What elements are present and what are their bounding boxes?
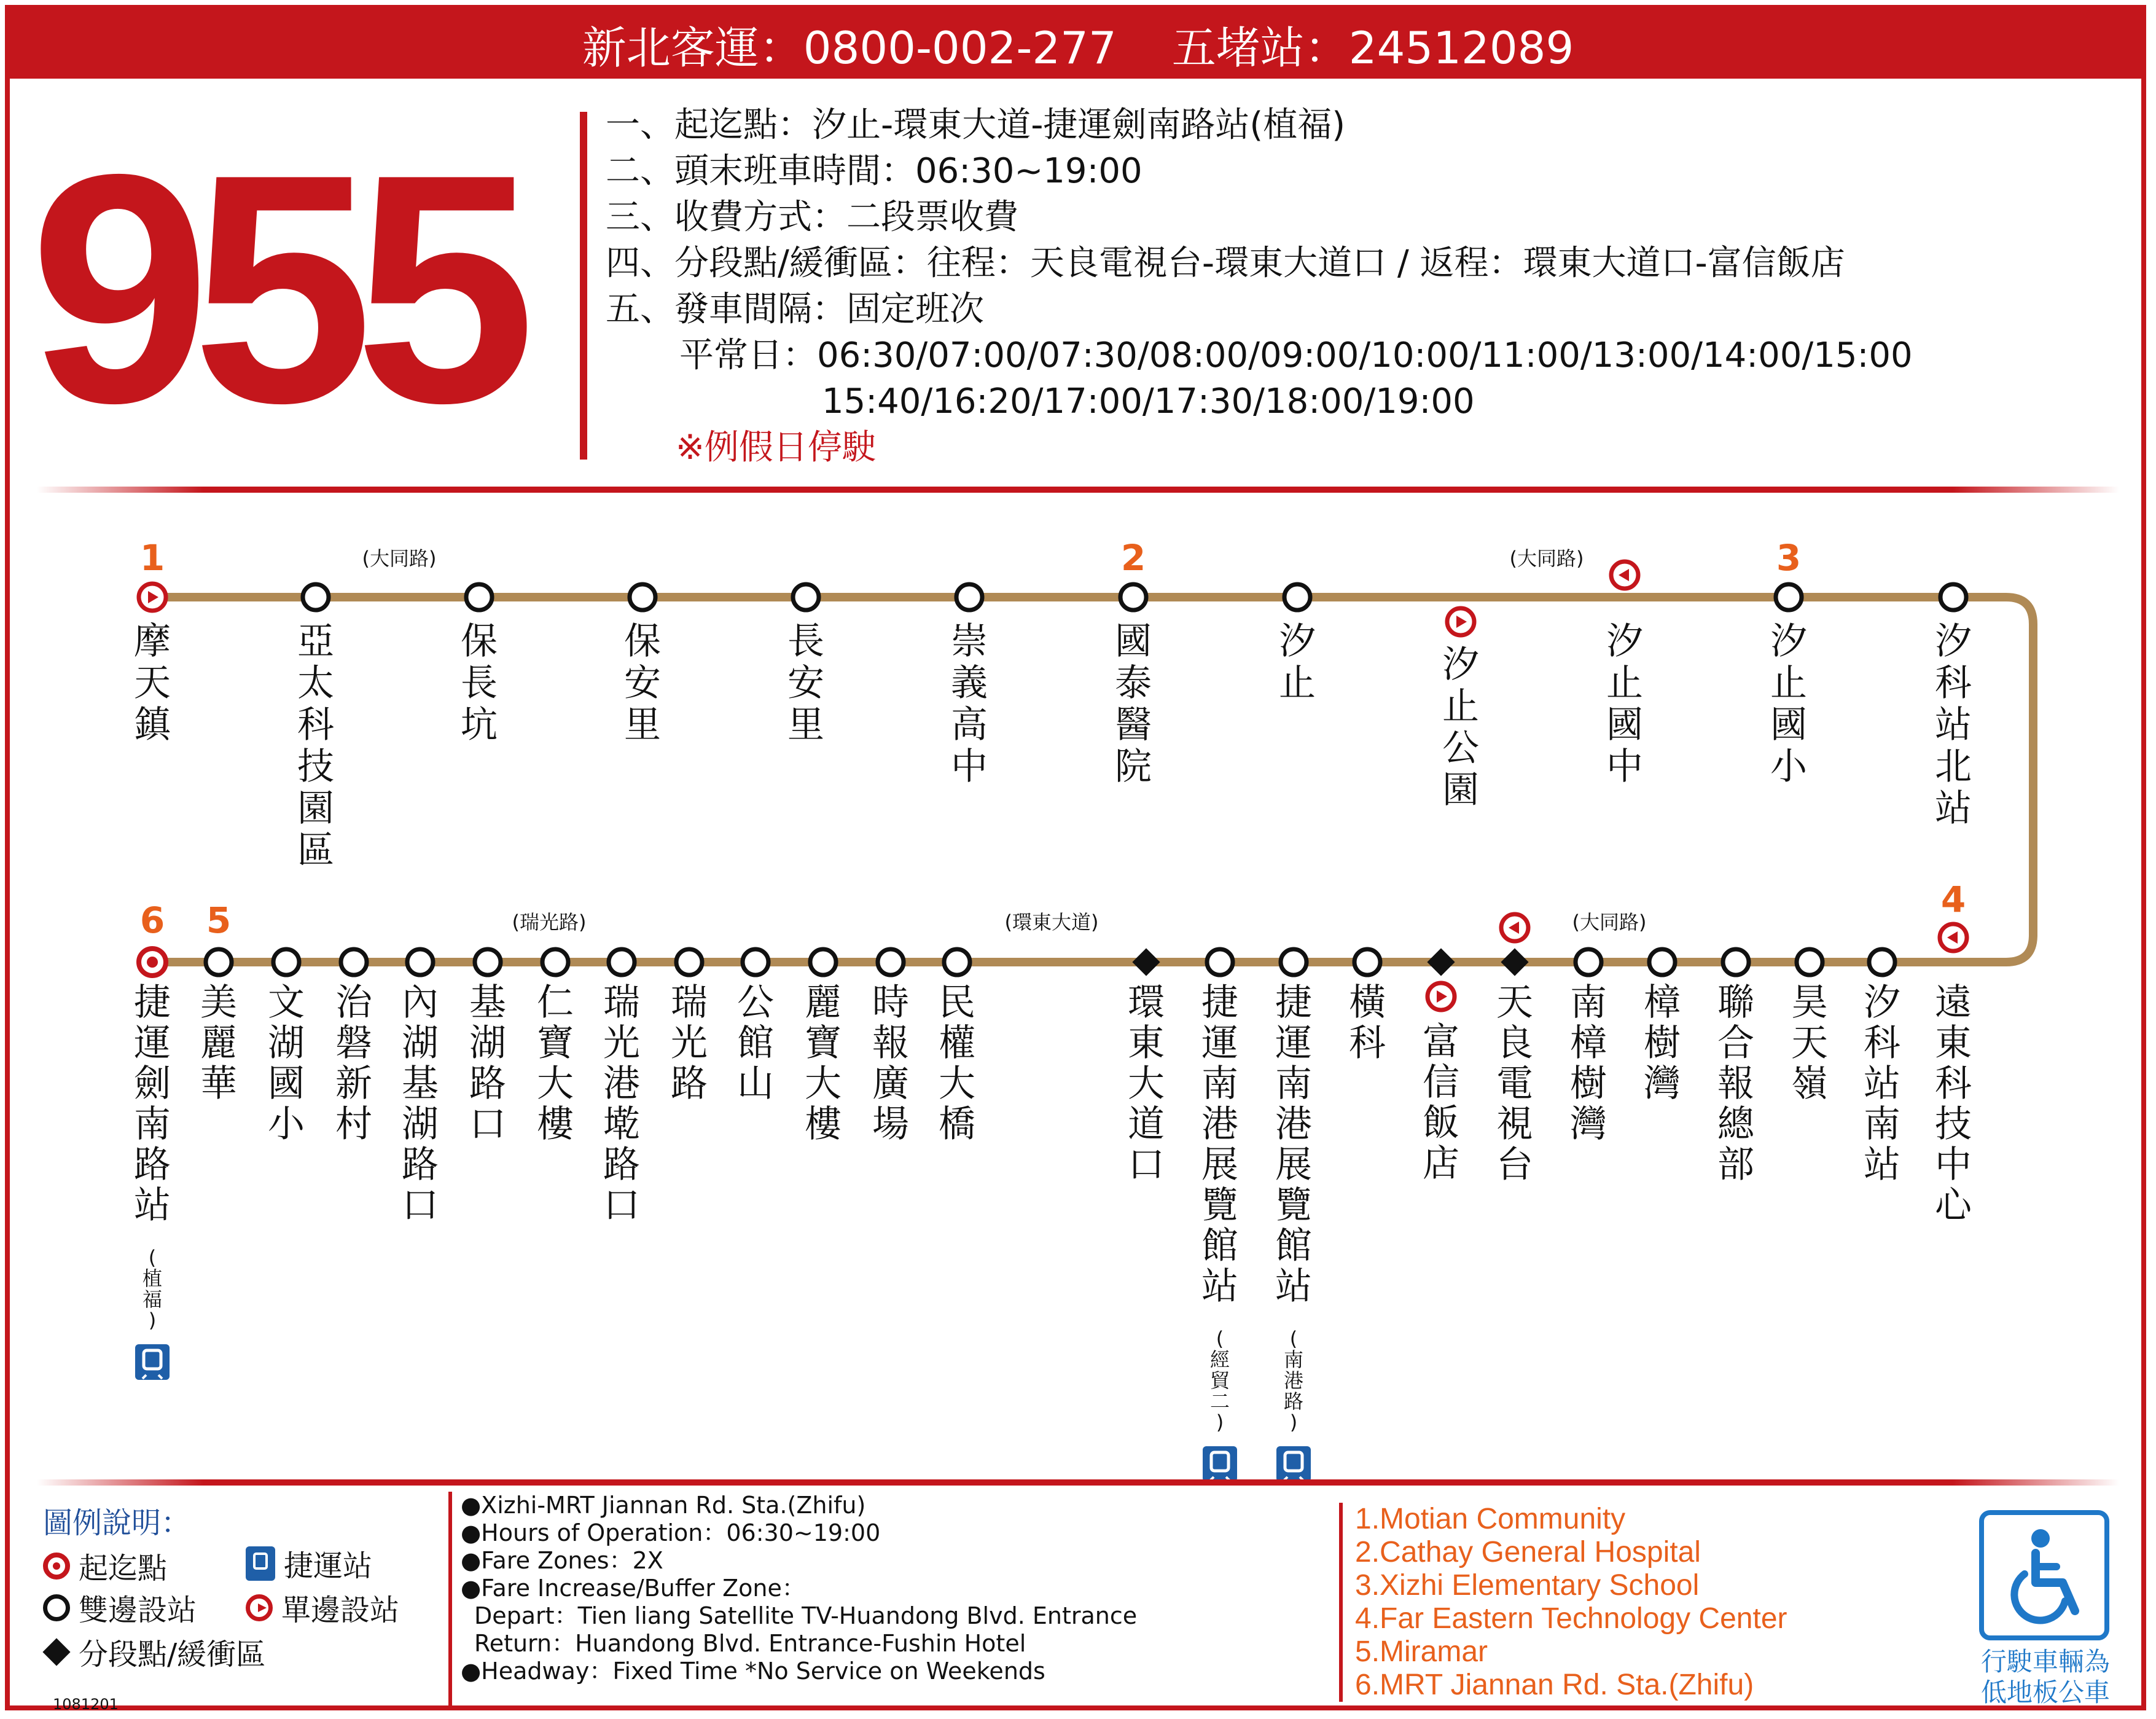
low-floor-label-2: 低地板公車 <box>1980 1677 2110 1707</box>
en-stop-2: 2.Cathay General Hospital <box>1355 1536 1701 1568</box>
stop-top-6-label: 國泰醫院 <box>1115 620 1152 788</box>
stop-bottom-8-marker <box>676 949 702 975</box>
stop-bottom-13-marker <box>1132 948 1160 976</box>
mrt-icon <box>246 1546 275 1581</box>
stop-top-1-marker <box>303 584 329 610</box>
en-stop-4: 4.Far Eastern Technology Center <box>1355 1602 1787 1635</box>
wheelchair-icon <box>1979 1510 2109 1640</box>
stop-bottom-14-label: 捷運南港展覽館站 <box>1201 981 1238 1308</box>
info-headway: 五、發車間隔：固定班次 <box>606 289 984 329</box>
fare-zone-diamond-icon <box>42 1638 70 1666</box>
holiday-note: ※例假日停駛 <box>676 428 877 468</box>
stop-top-9-marker <box>1611 562 1638 589</box>
stop-bottom-0-mrt-icon <box>135 1344 170 1380</box>
stop-bottom-2-marker <box>273 949 299 975</box>
stop-bottom-14-mrt-icon <box>1203 1446 1237 1482</box>
bottom-divider <box>37 1479 2119 1486</box>
stop-bottom-20-marker <box>1649 949 1675 975</box>
stop-bottom-5-label: 基湖路口 <box>469 981 506 1146</box>
stop-top-4-label: 長安里 <box>787 620 824 746</box>
stop-top-6-seq: 2 <box>1120 537 1146 579</box>
stop-top-10-marker <box>1776 584 1802 610</box>
info-fare-zones: 四、分段點/緩衝區：往程：天良電視台-環東大道口 / 返程：環東大道口-富信飯店 <box>606 243 1845 283</box>
info-hours: 二、頭末班車時間：06:30~19:00 <box>606 151 1142 191</box>
en-headway: ●Headway：Fixed Time *No Service on Weekends <box>461 1658 1045 1685</box>
en-fare-zones: ●Fare Zones：2X <box>461 1547 663 1574</box>
weekday-label: 平常日： <box>679 335 817 375</box>
english-stops-bar <box>1339 1503 1343 1702</box>
en-stop-3: 3.Xizhi Elementary School <box>1355 1569 1700 1602</box>
start-stop-icon <box>43 1553 70 1580</box>
stop-bottom-18-label: 天良電視台 <box>1496 981 1533 1186</box>
stop-bottom-10-marker <box>810 949 836 975</box>
stop-top-9-label: 汐止國中 <box>1606 620 1643 788</box>
stop-bottom-24-label: 遠東科技中心 <box>1935 981 1972 1227</box>
stop-bottom-4-label: 內湖基湖路口 <box>402 981 439 1227</box>
stop-bottom-12-marker <box>944 949 970 975</box>
low-floor-label-1: 行駛車輛為 <box>1980 1647 2110 1677</box>
legend-mrt <box>246 1542 372 1584</box>
stop-bottom-19-marker <box>1576 949 1601 975</box>
stop-bottom-1-marker <box>206 949 232 975</box>
en-stop-6: 6.MRT Jiannan Rd. Sta.(Zhifu) <box>1355 1669 1754 1701</box>
stop-top-3-marker <box>630 584 655 610</box>
stop-bottom-6-label: 仁寶大樓 <box>537 981 574 1146</box>
operator-phone: 新北客運：0800-002-277 <box>582 22 1117 74</box>
en-stop-5: 5.Miramar <box>1355 1635 1488 1668</box>
stop-bottom-24-seq: 4 <box>1940 879 1966 920</box>
stop-bottom-21-marker <box>1723 949 1749 975</box>
single-side-stop-icon <box>246 1594 273 1621</box>
english-stops <box>1355 1503 1908 1702</box>
weekday-times-1: 06:30/07:00/07:30/08:00/09:00/10:00/11:00/13:00/14:00/15:00 <box>817 335 1913 375</box>
legend-both-label: 雙邊設站 <box>79 1593 197 1627</box>
stop-bottom-0-seq: 6 <box>139 899 165 941</box>
stop-bottom-15-mrt-icon <box>1276 1446 1311 1482</box>
stop-top-2-marker <box>466 584 492 610</box>
stop-bottom-7-marker <box>609 949 635 975</box>
notice-code: 1081201 <box>53 1696 119 1713</box>
legend-zone <box>43 1631 265 1673</box>
en-hours: ●Hours of Operation：06:30~19:00 <box>461 1519 881 1546</box>
stop-bottom-19-label: 南樟樹灣 <box>1570 981 1607 1146</box>
legend-start-label: 起迄點 <box>79 1551 168 1586</box>
legend-single <box>246 1586 399 1629</box>
stop-top-7-marker <box>1284 584 1310 610</box>
stop-bottom-7-label: 瑞光港墘路口 <box>603 981 640 1227</box>
stop-top-8-marker <box>1447 608 1474 635</box>
stop-bottom-15-marker <box>1281 949 1306 975</box>
road-label-ruiguang: (瑞光路) <box>512 910 587 934</box>
route-number: 955 <box>29 107 518 471</box>
stop-top-8-label: 汐止公園 <box>1442 643 1479 812</box>
info-fare: 三、收費方式：二段票收費 <box>606 197 1018 237</box>
stop-bottom-20-label: 樟樹灣 <box>1644 981 1681 1105</box>
stop-bottom-12-label: 民權大橋 <box>939 981 975 1146</box>
info-endpoints: 一、起迄點：汐止-環東大道-捷運劍南路站(植福) <box>606 105 1346 145</box>
stop-bottom-18-marker <box>1501 948 1528 976</box>
legend-both <box>43 1586 197 1629</box>
stop-top-11-label: 汐科站北站 <box>1935 620 1972 830</box>
route-line <box>152 597 2033 962</box>
stop-top-5-marker <box>956 584 982 610</box>
stop-bottom-23-label: 汐科站南站 <box>1864 981 1900 1186</box>
stop-bottom-6-marker <box>542 949 568 975</box>
stop-bottom-1-seq: 5 <box>206 899 232 941</box>
station-phone: 五堵站：24512089 <box>1171 22 1574 74</box>
weekday-times-2: 15:40/16:20/17:00/17:30/18:00/19:00 <box>822 382 1475 421</box>
stop-bottom-10-label: 麗寶大樓 <box>805 981 842 1146</box>
stop-top-0-seq: 1 <box>139 537 165 579</box>
stop-bottom-0-label: 捷運劍南路站 <box>134 981 171 1227</box>
stop-bottom-3-marker <box>341 949 367 975</box>
stop-bottom-18-arrow <box>1501 914 1528 941</box>
stop-top-6-marker <box>1120 584 1146 610</box>
legend-start <box>43 1545 167 1587</box>
stop-top-7-label: 汐止 <box>1279 620 1316 705</box>
en-stop-1: 1.Motian Community <box>1355 1503 1626 1535</box>
road-label-huandong: (環東大道) <box>1004 910 1099 934</box>
stop-bottom-23-marker <box>1869 949 1895 975</box>
stop-top-10-label: 汐止國小 <box>1770 620 1807 788</box>
legend-single-label: 單邊設站 <box>281 1593 400 1627</box>
en-buffer-zone: ●Fare Increase/Buffer Zone： <box>461 1575 805 1602</box>
stop-bottom-22-label: 昊天嶺 <box>1791 981 1828 1105</box>
low-floor-bus-label <box>1966 1647 2125 1708</box>
stop-bottom-17-arrow <box>1428 983 1455 1010</box>
stop-bottom-17-marker <box>1427 948 1455 976</box>
english-info-bar <box>448 1492 452 1705</box>
stop-top-10-seq: 3 <box>1776 537 1802 579</box>
stop-top-0-marker <box>139 584 166 611</box>
stop-bottom-21-label: 聯合報總部 <box>1717 981 1754 1186</box>
legend-mrt-label: 捷運站 <box>284 1549 373 1583</box>
both-sides-stop-icon <box>43 1594 70 1621</box>
stop-top-1-label: 亞太科技園區 <box>297 620 334 872</box>
stop-bottom-11-marker <box>878 949 904 975</box>
stop-bottom-5-marker <box>475 949 501 975</box>
stop-bottom-13-label: 環東大道口 <box>1128 981 1165 1186</box>
stop-bottom-1-label: 美麗華 <box>200 981 237 1105</box>
stop-top-2-label: 保長坑 <box>461 620 498 746</box>
stop-top-0-label: 摩天鎮 <box>134 620 171 746</box>
stop-bottom-0-marker <box>139 949 166 976</box>
stop-bottom-11-label: 時報廣場 <box>872 981 909 1146</box>
stop-bottom-4-marker <box>407 949 433 975</box>
stop-bottom-22-marker <box>1797 949 1822 975</box>
stop-bottom-16-label: 橫科 <box>1349 981 1386 1065</box>
stop-bottom-15-label: 捷運南港展覽館站 <box>1275 981 1312 1308</box>
en-return: Return：Huandong Blvd. Entrance-Fushin Hotel <box>474 1630 1026 1657</box>
stop-bottom-17-label: 富信飯店 <box>1423 1020 1459 1185</box>
stop-bottom-14-sub: (經貿二) <box>1209 1327 1230 1434</box>
stop-bottom-16-marker <box>1354 949 1380 975</box>
legend-zone-label: 分段點/緩衝區 <box>79 1637 266 1672</box>
road-label-datong-2: (大同路) <box>1509 547 1584 570</box>
stop-top-11-marker <box>1940 584 1966 610</box>
stop-bottom-14-marker <box>1207 949 1233 975</box>
stop-bottom-15-sub: (南港路) <box>1283 1327 1304 1434</box>
legend-title: 圖例說明： <box>43 1506 191 1540</box>
stop-bottom-9-label: 公館山 <box>737 981 774 1105</box>
stop-top-4-marker <box>793 584 819 610</box>
en-depart: Depart：Tien liang Satellite TV-Huandong Blvd. Entrance <box>474 1602 1138 1629</box>
stop-bottom-3-label: 治磐新村 <box>335 981 372 1146</box>
stop-bottom-24-marker <box>1940 924 1967 951</box>
stop-bottom-9-marker <box>743 949 768 975</box>
road-label-datong-1: (大同路) <box>362 547 437 570</box>
stop-bottom-8-label: 瑞光路 <box>671 981 708 1105</box>
road-label-datong-3: (大同路) <box>1572 910 1647 934</box>
english-info <box>461 1492 1321 1685</box>
legend <box>43 1499 436 1702</box>
en-endpoints: ●Xizhi-MRT Jiannan Rd. Sta.(Zhifu) <box>461 1492 866 1519</box>
stop-top-3-label: 保安里 <box>624 620 661 746</box>
stop-bottom-0-sub: (植福) <box>142 1246 163 1332</box>
stop-bottom-2-label: 文湖國小 <box>268 981 305 1146</box>
stop-top-5-label: 崇義高中 <box>951 620 988 788</box>
